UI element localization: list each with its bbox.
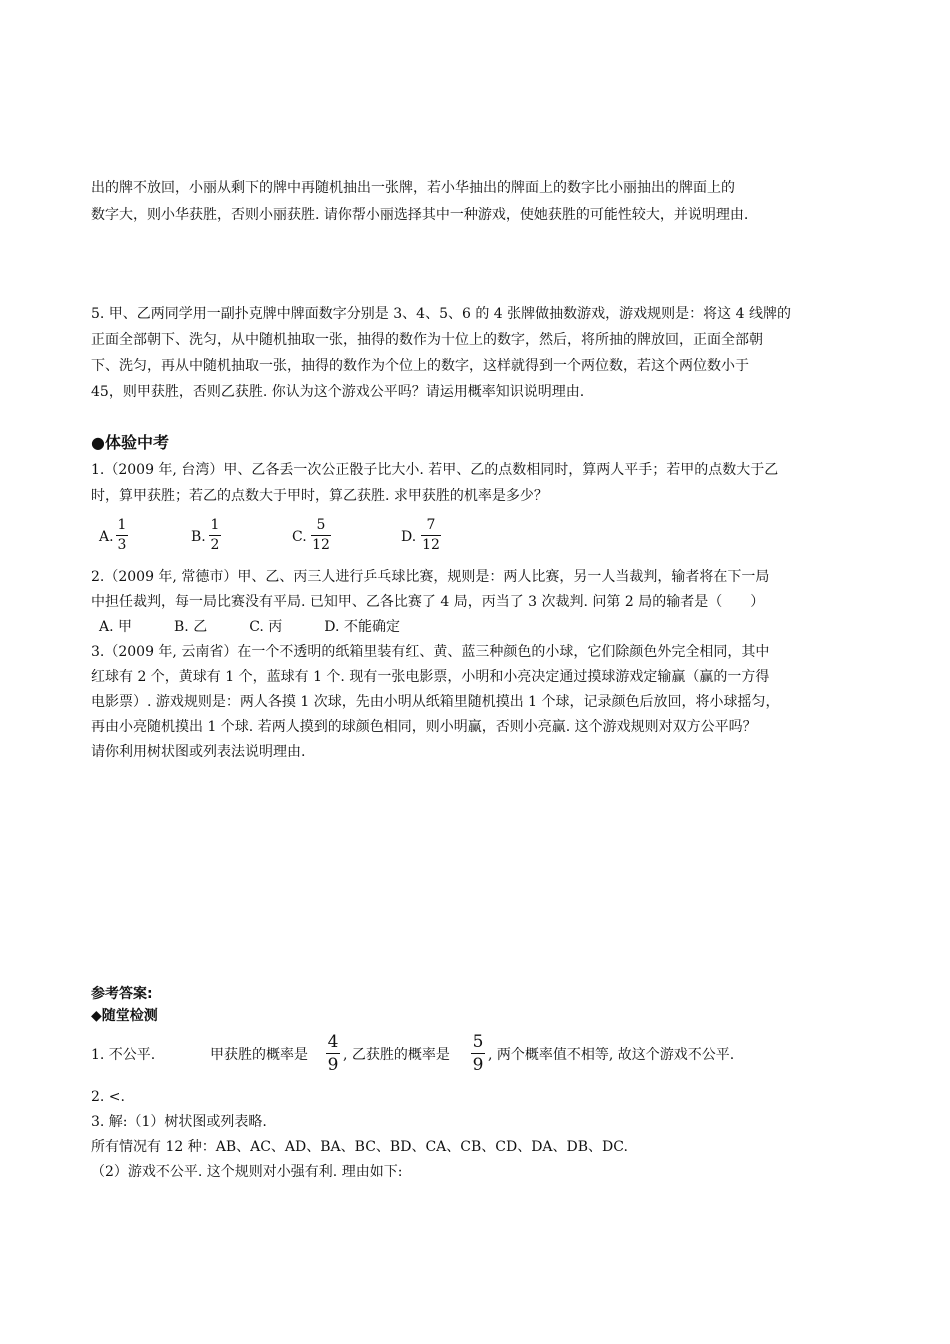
- intro-line-2: 数字大，则小华获胜，否则小丽获胜. 请你帮小丽选择其中一种游戏，使她获胜的可能性较大，并说明理由.: [91, 207, 749, 223]
- fraction-bar: [421, 535, 441, 536]
- fraction-denominator: 2: [210, 537, 220, 553]
- exam-q2-line-1: 2.（2009 年, 常德市）甲、乙、丙三人进行乒乓球比赛，规则是：两人比赛，另一人当裁判，输者将在下一局: [91, 569, 770, 585]
- intro-line-1: 出的牌不放回，小丽从剩下的牌中再随机抽出一张牌，若小华抽出的牌面上的数字比小丽抽出的牌面上的: [91, 180, 735, 196]
- q5-line-2: 正面全部朝下、洗匀，从中随机抽取一张，抽得的数作为十位上的数字，然后，将所抽的牌放回，正面全部朝: [91, 332, 763, 348]
- answer-3-line-3: （2）游戏不公平. 这个规则对小强有利. 理由如下:: [91, 1164, 403, 1180]
- answer-1-fraction-1: [326, 1032, 340, 1075]
- exam-q3-line-3: 电影票）. 游戏规则是：两人各摸 1 次球，先由小明从纸箱里随机摸出 1 个球，记录颜色后放回，将小球摇匀，: [91, 694, 780, 710]
- q5-line-4: 45，则甲获胜，否则乙获胜. 你认为这个游戏公平吗？请运用概率知识说明理由.: [91, 384, 585, 400]
- exam-heading: ●体验中考: [91, 433, 169, 452]
- q1-option-b-label: B.: [191, 529, 206, 545]
- fraction-denominator: 9: [327, 1055, 339, 1075]
- answer-3-line-2: 所有情况有 12 种：AB、AC、AD、BA、BC、BD、CA、CB、CD、DA、DB、DC.: [91, 1139, 628, 1155]
- q1-option-a-fraction: [116, 517, 128, 554]
- fraction-numerator: 1: [117, 517, 127, 533]
- exam-q3-line-1: 3.（2009 年, 云南省）在一个不透明的纸箱里装有红、黄、蓝三种颜色的小球，它们除颜色外完全相同，其中: [91, 644, 770, 660]
- fraction-denominator: 9: [472, 1055, 484, 1075]
- answer-1-prefix: 1. 不公平.: [91, 1047, 156, 1063]
- answer-3-line-1: 3. 解:（1）树状图或列表略.: [91, 1114, 267, 1130]
- exam-q2-options: A. 甲 B. 乙 C. 丙 D. 不能确定: [99, 619, 400, 635]
- exam-q3-line-5: 请你利用树状图或列表法说明理由.: [91, 744, 306, 760]
- answer-1-text-3: , 两个概率值不相等, 故这个游戏不公平.: [488, 1047, 735, 1063]
- fraction-numerator: 1: [210, 517, 220, 533]
- answer-1-fraction-2: [471, 1032, 485, 1075]
- answers-subheading: ◆随堂检测: [91, 1008, 158, 1024]
- answer-2: 2. <.: [91, 1089, 125, 1105]
- answers-heading: 参考答案:: [91, 986, 153, 1002]
- q1-option-a-label: A.: [99, 529, 114, 545]
- fraction-denominator: 3: [117, 537, 127, 553]
- q1-option-d-fraction: [421, 517, 441, 554]
- exam-q3-line-4: 再由小亮随机摸出 1 个球. 若两人摸到的球颜色相同，则小明赢，否则小亮赢. 这个游戏规则对双方公平吗？: [91, 719, 757, 735]
- exam-q1-line-2: 时，算甲获胜；若乙的点数大于甲时，算乙获胜. 求甲获胜的机率是多少？: [91, 488, 548, 504]
- exam-q2-line-2: 中担任裁判，每一局比赛没有平局. 已知甲、乙各比赛了 4 局，丙当了 3 次裁判. 问第 2 局的输者是（ ）: [91, 594, 765, 610]
- q1-option-d-label: D.: [401, 529, 417, 545]
- exam-q3-line-2: 红球有 2 个，黄球有 1 个，蓝球有 1 个. 现有一张电影票，小明和小亮决定通过摸球游戏定输赢（赢的一方得: [91, 669, 770, 685]
- q1-option-c-label: C.: [292, 529, 307, 545]
- fraction-numerator: 5: [472, 1032, 484, 1052]
- fraction-denominator: 12: [422, 537, 440, 553]
- q5-line-3: 下、洗匀，再从中随机抽取一张，抽得的数作为个位上的数字，这样就得到一个两位数，若这个两位数小于: [91, 358, 749, 374]
- q1-option-c-fraction: [311, 517, 331, 554]
- fraction-bar: [471, 1053, 485, 1054]
- fraction-bar: [116, 535, 128, 536]
- q1-option-b-fraction: [209, 517, 221, 554]
- fraction-bar: [209, 535, 221, 536]
- fraction-bar: [326, 1053, 340, 1054]
- answer-1-text-2: , 乙获胜的概率是: [343, 1047, 450, 1063]
- fraction-bar: [311, 535, 331, 536]
- fraction-denominator: 12: [312, 537, 330, 553]
- answer-1-text-1: 甲获胜的概率是: [210, 1047, 308, 1063]
- fraction-numerator: 7: [426, 517, 436, 533]
- fraction-numerator: 5: [316, 517, 326, 533]
- q5-line-1: 5. 甲、乙两同学用一副扑克牌中牌面数字分别是 3、4、5、6 的 4 张牌做抽数游戏，游戏规则是：将这 4 线牌的: [91, 306, 791, 322]
- exam-q1-line-1: 1.（2009 年, 台湾）甲、乙各丢一次公正骰子比大小. 若甲、乙的点数相同时，算两人平手；若甲的点数大于乙: [91, 462, 779, 478]
- fraction-numerator: 4: [327, 1032, 339, 1052]
